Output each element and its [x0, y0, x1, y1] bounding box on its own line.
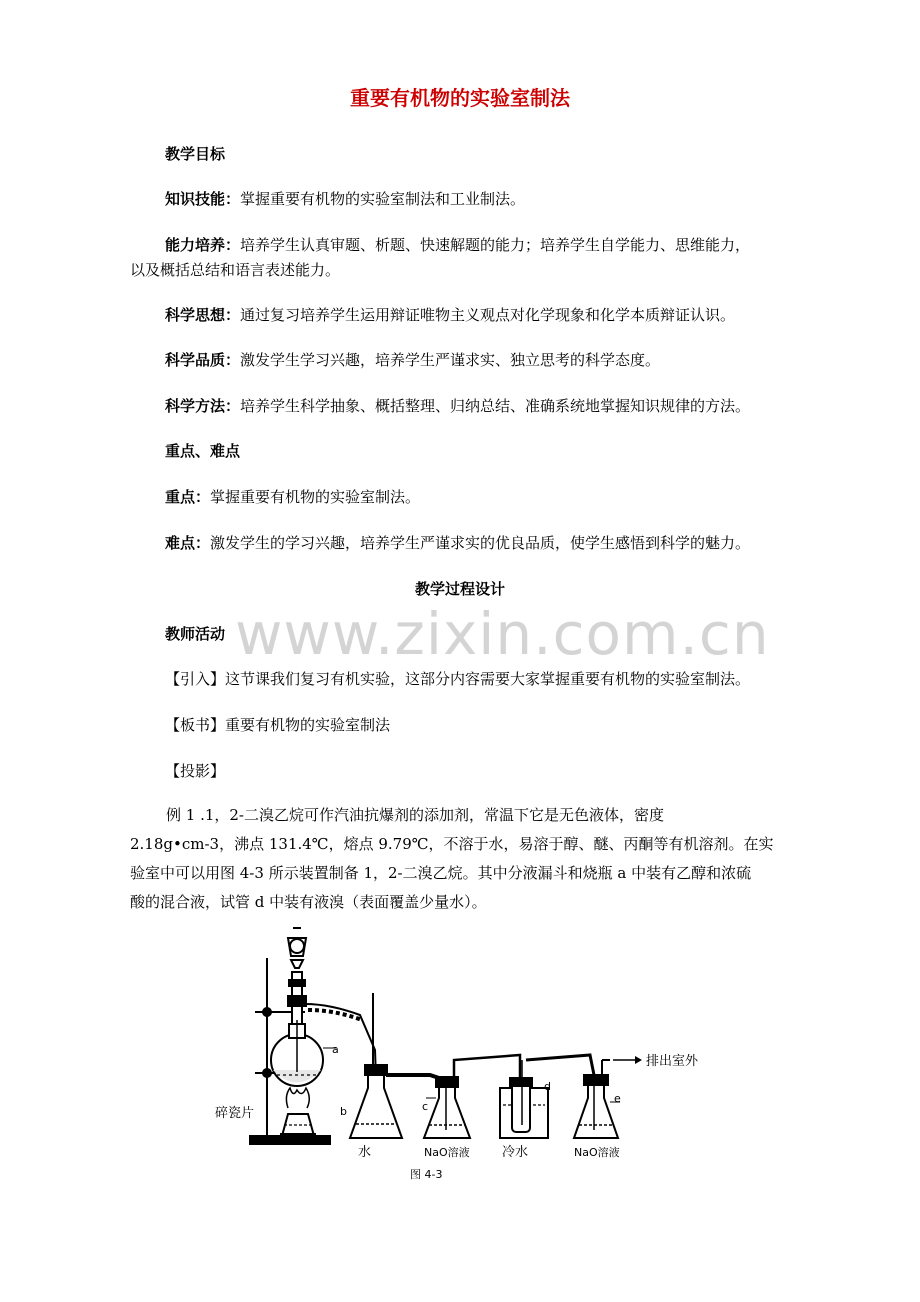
label-naoh-1: NaO溶液	[424, 1146, 470, 1159]
objective-quality	[165, 350, 660, 370]
board-line: 【板书】重要有机物的实验室制法	[165, 716, 391, 734]
exhaust-arrow	[613, 1056, 642, 1064]
objective-text: 培养学生科学抽象、概括整理、归纳总结、准确系统地掌握知识规律的方法。	[240, 397, 751, 415]
example-line: 验室中可以用图 4-3 所示装置制备 1，2-二溴乙烷。其中分液漏斗和烧瓶 a 中装有乙醇和浓硫	[130, 864, 752, 882]
alcohol-burner	[280, 1088, 316, 1136]
difficulty-line	[165, 533, 750, 553]
flask-c	[424, 1077, 470, 1138]
label-d: d	[544, 1080, 551, 1093]
example-line: 例 1 .1，2-二溴乙烷可作汽油抗爆剂的添加剂，常温下它是无色液体，密度	[166, 806, 665, 824]
label-water: 水	[358, 1145, 372, 1160]
apparatus-figure	[210, 920, 710, 1185]
label-b: b	[340, 1105, 347, 1118]
objectives-heading: 教学目标	[165, 145, 226, 163]
label-naoh-2: NaO溶液	[574, 1146, 620, 1159]
objective-ability-cont: 以及概括总结和语言表述能力。	[130, 261, 341, 279]
objective-ability	[165, 235, 750, 255]
objective-label: 科学思想：	[165, 306, 241, 324]
difficulty-text: 激发学生的学习兴趣，培养学生严谨求实的优良品质，使学生感悟到科学的魅力。	[210, 534, 751, 552]
objective-label: 科学方法：	[165, 397, 241, 415]
objective-thought	[165, 305, 735, 325]
process-heading: 教学过程设计	[414, 580, 505, 598]
objective-label: 能力培养：	[165, 236, 241, 254]
beaker-d	[500, 1060, 548, 1138]
label-a: a	[332, 1043, 339, 1056]
objective-text: 激发学生学习兴趣，培养学生严谨求实、独立思考的科学态度。	[240, 351, 661, 369]
example-line: 2.18g•cm-3，沸点 131.4℃，熔点 9.79℃，不溶于水，易溶于醇、醚、丙酮等有机溶剂。在实	[130, 835, 774, 853]
focus-line	[165, 487, 420, 507]
label-c: c	[422, 1100, 429, 1113]
example-paragraph	[130, 801, 795, 917]
label-exhaust: 排出室外	[646, 1054, 699, 1069]
objective-label: 知识技能：	[165, 190, 241, 208]
objective-text: 培养学生认真审题、析题、快速解题的能力；培养学生自学能力、思维能力，	[240, 236, 751, 254]
page-title: 重要有机物的实验室制法	[350, 86, 570, 110]
objective-method	[165, 396, 750, 416]
objective-text: 通过复习培养学生运用辩证唯物主义观点对化学现象和化学本质辩证认识。	[240, 306, 736, 324]
teacher-activity-heading: 教师活动	[165, 625, 226, 643]
focus-text: 掌握重要有机物的实验室制法。	[210, 488, 421, 506]
watermark: www.zixin.com.cn	[235, 600, 770, 668]
projection-line: 【投影】	[165, 762, 226, 780]
label-e: e	[614, 1092, 621, 1105]
label-porcelain: 碎瓷片	[215, 1106, 255, 1121]
objective-label: 科学品质：	[165, 351, 241, 369]
objective-text: 掌握重要有机物的实验室制法和工业制法。	[240, 190, 526, 208]
figure-caption: 图 4-3	[410, 1168, 443, 1181]
label-cold-water: 冷水	[502, 1145, 529, 1160]
example-line: 酸的混合液，试管 d 中装有液溴（表面覆盖少量水）。	[130, 893, 487, 911]
flask-a	[271, 1020, 336, 1086]
intro-line: 【引入】这节课我们复习有机实验，这部分内容需要大家掌握重要有机物的实验室制法。	[165, 670, 751, 688]
keypoints-heading: 重点、难点	[165, 442, 241, 460]
focus-label: 重点：	[165, 488, 211, 506]
difficulty-label: 难点：	[165, 534, 211, 552]
objective-knowledge	[165, 189, 525, 209]
